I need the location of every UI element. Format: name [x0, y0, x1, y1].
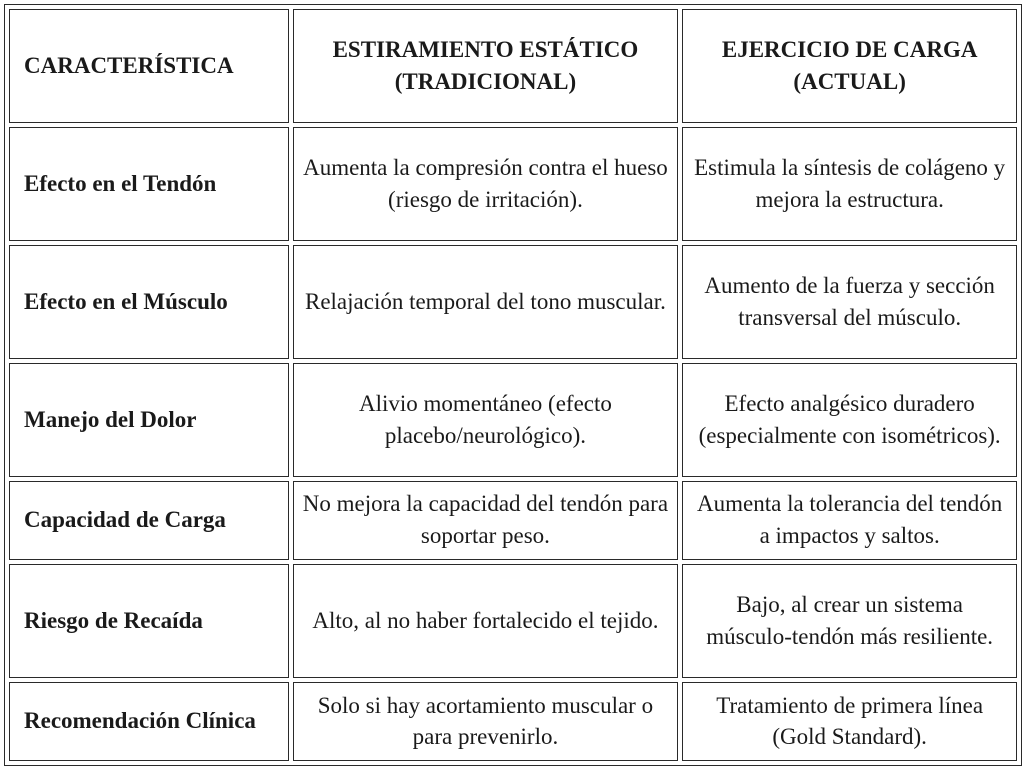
load-exercise-cell: Estimula la síntesis de colágeno y mejora la estructura. — [682, 127, 1017, 241]
row-label: Capacidad de Carga — [9, 481, 289, 560]
table-row — [9, 481, 1017, 560]
row-label: Riesgo de Recaída — [9, 564, 289, 678]
table-row — [9, 564, 1017, 678]
load-exercise-cell: Tratamiento de primera línea (Gold Standard). — [682, 682, 1017, 761]
table-row — [9, 682, 1017, 761]
table-row — [9, 363, 1017, 477]
static-stretching-cell: Alto, al no haber fortalecido el tejido. — [293, 564, 679, 678]
load-exercise-cell: Bajo, al crear un sistema músculo-tendón más resiliente. — [682, 564, 1017, 678]
comparison-table — [4, 4, 1022, 766]
static-stretching-cell: Aumenta la compresión contra el hueso (riesgo de irritación). — [293, 127, 679, 241]
table-row — [9, 245, 1017, 359]
load-exercise-cell: Aumenta la tolerancia del tendón a impactos y saltos. — [682, 481, 1017, 560]
row-label: Efecto en el Tendón — [9, 127, 289, 241]
static-stretching-cell: No mejora la capacidad del tendón para soportar peso. — [293, 481, 679, 560]
header-characteristic: CARACTERÍSTICA — [9, 9, 289, 123]
static-stretching-cell: Alivio momentáneo (efecto placebo/neurológico). — [293, 363, 679, 477]
table-row — [9, 127, 1017, 241]
header-static-stretching: ESTIRAMIENTO ESTÁTICO (TRADICIONAL) — [293, 9, 679, 123]
row-label: Efecto en el Músculo — [9, 245, 289, 359]
comparison-table-container — [4, 4, 1022, 766]
row-label: Manejo del Dolor — [9, 363, 289, 477]
header-load-exercise: EJERCICIO DE CARGA (ACTUAL) — [682, 9, 1017, 123]
static-stretching-cell: Solo si hay acortamiento muscular o para prevenirlo. — [293, 682, 679, 761]
load-exercise-cell: Efecto analgésico duradero (especialmente con isométricos). — [682, 363, 1017, 477]
row-label: Recomendación Clínica — [9, 682, 289, 761]
load-exercise-cell: Aumento de la fuerza y sección transversal del músculo. — [682, 245, 1017, 359]
table-header-row — [9, 9, 1017, 123]
static-stretching-cell: Relajación temporal del tono muscular. — [293, 245, 679, 359]
